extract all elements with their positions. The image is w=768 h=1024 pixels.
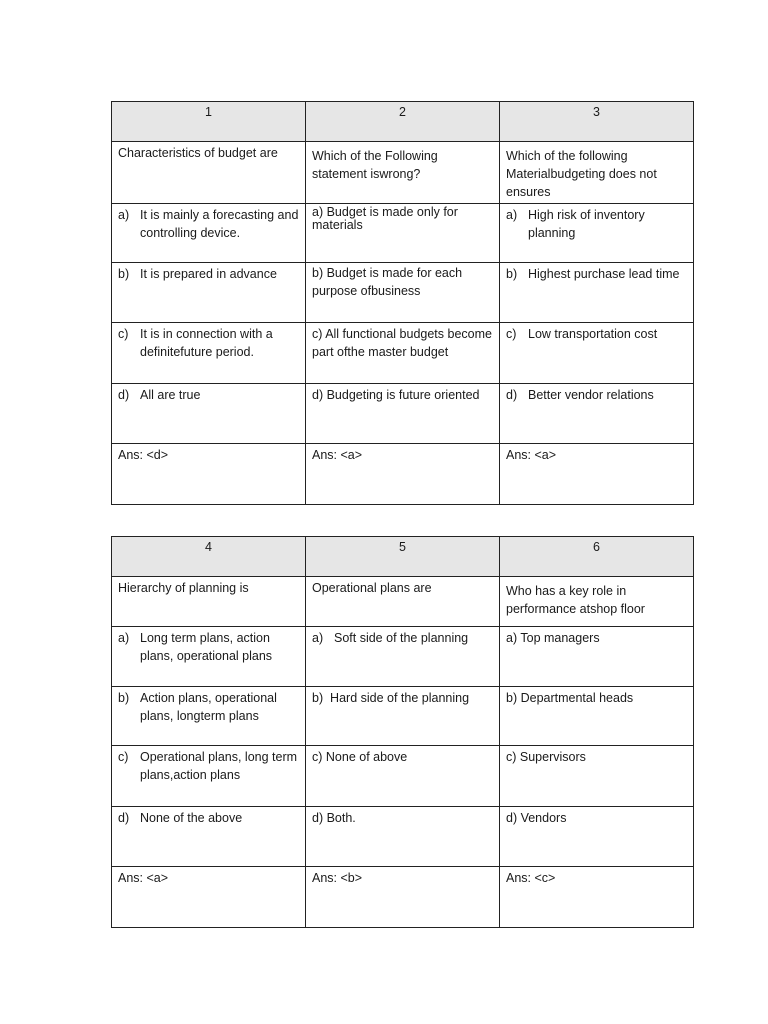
option-text: All are true (140, 388, 201, 402)
question-table-2 (111, 536, 694, 928)
answer-text: Ans: <b> (306, 867, 500, 928)
option-cell (112, 263, 306, 323)
option-label: a) (506, 208, 518, 222)
option-text: Highest purchase lead time (528, 267, 680, 281)
option-text: High risk of inventory planning (528, 208, 645, 240)
question-number: 6 (500, 537, 694, 577)
option-text: b) Budget is made for each purpose ofbusiness (312, 266, 463, 298)
option-text: None of the above (140, 811, 243, 825)
option-cell (112, 384, 306, 444)
question-text: Who has a key role in performance atshop floor (500, 577, 694, 627)
option-text: Soft side of the planning (334, 631, 469, 645)
option-label: d) (506, 388, 518, 402)
option-text: Action plans, operational plans, longterm plans (140, 691, 277, 723)
number-row (112, 102, 694, 142)
option-text: b) Departmental heads (506, 691, 634, 705)
question-text: Which of the following Materialbudgeting does not ensures (500, 142, 694, 204)
option-cell (112, 323, 306, 384)
option-text: c) None of above (312, 750, 408, 764)
option-row-b (112, 687, 694, 746)
question-row (112, 142, 694, 204)
answer-text: Ans: <c> (500, 867, 694, 928)
number-row (112, 537, 694, 577)
option-label: b) (506, 267, 518, 281)
question-number: 1 (112, 102, 306, 142)
option-text: c) Supervisors (506, 750, 586, 764)
answer-text: Ans: <d> (112, 444, 306, 505)
option-text: Long term plans, action plans, operational plans (140, 631, 273, 663)
answer-row (112, 444, 694, 505)
option-cell (500, 323, 694, 384)
option-cell (112, 687, 306, 746)
option-cell (306, 204, 500, 263)
option-cell (306, 384, 500, 444)
option-cell (306, 263, 500, 323)
question-text: Which of the Following statement iswrong? (306, 142, 500, 204)
option-row-a (112, 204, 694, 263)
option-row-d (112, 807, 694, 867)
question-number: 2 (306, 102, 500, 142)
option-text: Better vendor relations (528, 388, 654, 402)
option-row-b (112, 263, 694, 323)
option-cell (112, 746, 306, 807)
option-label: c) (118, 750, 129, 764)
answer-text: Ans: <a> (112, 867, 306, 928)
option-text: It is prepared in advance (140, 267, 277, 281)
option-text: b) Hard side of the planning (312, 691, 470, 705)
option-label: a) (118, 631, 130, 645)
option-cell (306, 807, 500, 867)
option-row-c (112, 323, 694, 384)
option-label: a) (312, 631, 324, 645)
option-cell (500, 384, 694, 444)
option-cell (500, 687, 694, 746)
option-cell (112, 627, 306, 687)
option-row-c (112, 746, 694, 807)
option-label: a) (118, 208, 130, 222)
option-label: d) (118, 811, 130, 825)
option-text: a) Top managers (506, 631, 600, 645)
option-text: a) Budget is made only for materials (312, 205, 458, 232)
question-table-1 (111, 101, 694, 505)
option-cell (500, 627, 694, 687)
option-cell (306, 746, 500, 807)
option-text: It is in connection with a definitefuture period. (140, 327, 273, 359)
option-label: d) (118, 388, 130, 402)
option-cell (500, 746, 694, 807)
answer-row (112, 867, 694, 928)
option-cell (500, 204, 694, 263)
option-label: b) (118, 691, 130, 705)
option-text: d) Budgeting is future oriented (312, 388, 480, 402)
option-cell (500, 263, 694, 323)
question-number: 4 (112, 537, 306, 577)
option-label: c) (118, 327, 129, 341)
option-text: c) All functional budgets become part ofthe master budget (312, 327, 492, 359)
question-number: 3 (500, 102, 694, 142)
option-text: d) Both. (312, 811, 356, 825)
option-text: It is mainly a forecasting and controlling device. (140, 208, 299, 240)
option-cell (112, 204, 306, 263)
question-text: Characteristics of budget are (112, 142, 306, 204)
question-text: Operational plans are (306, 577, 500, 627)
option-cell (306, 323, 500, 384)
question-text: Hierarchy of planning is (112, 577, 306, 627)
option-cell (306, 627, 500, 687)
option-text: Operational plans, long term plans,action plans (140, 750, 298, 782)
option-row-a (112, 627, 694, 687)
option-label: b) (118, 267, 130, 281)
question-number: 5 (306, 537, 500, 577)
answer-text: Ans: <a> (306, 444, 500, 505)
answer-text: Ans: <a> (500, 444, 694, 505)
option-text: Low transportation cost (528, 327, 658, 341)
option-cell (500, 807, 694, 867)
option-cell (112, 807, 306, 867)
question-row (112, 577, 694, 627)
option-row-d (112, 384, 694, 444)
option-label: c) (506, 327, 517, 341)
option-text: d) Vendors (506, 811, 567, 825)
option-cell (306, 687, 500, 746)
